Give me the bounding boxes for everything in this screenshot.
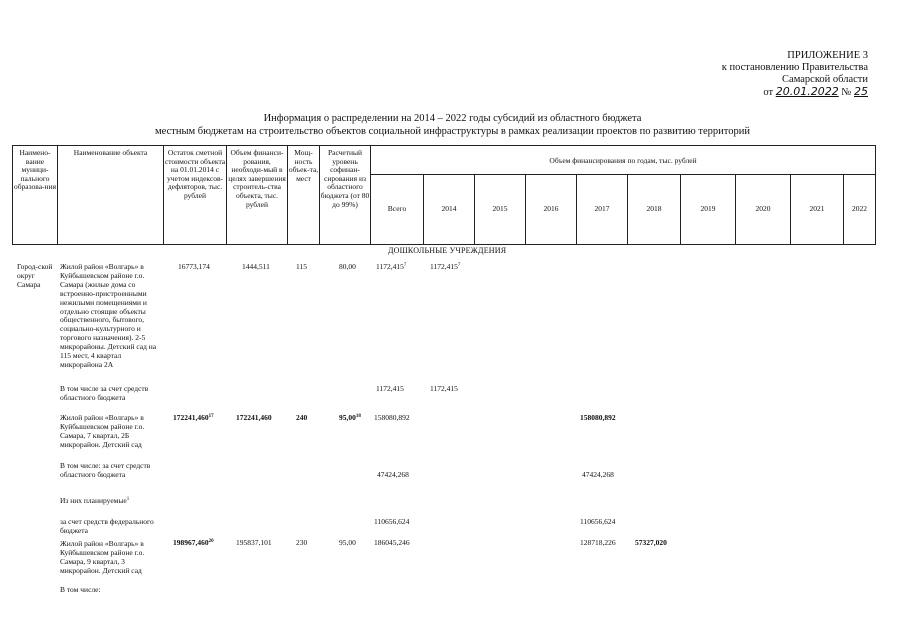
row1-total: 1172,415$^7$: [376, 262, 407, 271]
row3b-object-name: В том числе:: [60, 585, 101, 594]
header-year-2020: 2020: [755, 204, 771, 213]
number-label: №: [841, 87, 852, 98]
row1-remainder: 16773,174: [178, 262, 210, 271]
handwritten-number: 25: [854, 85, 868, 98]
handwritten-date: 20.01.2022: [775, 85, 839, 98]
row2c-object-name: Из них планируемые$^1$: [60, 496, 130, 505]
row3-remainder: 198967,460$^{20}$: [173, 538, 214, 547]
header-remainder: Остаток сметной стоимости объекта на 01.01.2014 с учетом индексов-дефляторов, тыс. рублей: [164, 148, 226, 200]
title-line2: местным бюджетам на строительство объектов социальной инфраструктуры в рамках реализации проектов по развитию территорий: [155, 126, 750, 137]
header-financing-volume: Объем финанси-рования, необходи-мый в целях завершения строитель-ства объекта, тыс. рублей: [228, 148, 286, 209]
row2-volume: 172241,460: [236, 413, 272, 422]
row2d-2017: 110656,624: [580, 517, 616, 526]
row3-total: 186045,246: [374, 538, 410, 547]
appendix-date-line: [722, 86, 868, 99]
municipality-name: Город-ской округ Самара: [17, 262, 53, 289]
header-object-name: Наименование объекта: [73, 148, 148, 157]
row2d-object-name: за счет средств федерального бюджета: [60, 517, 154, 535]
row2-cofinancing: 95,00$^{18}$: [339, 413, 361, 422]
row2-capacity: 240: [296, 413, 308, 422]
header-year-2019: 2019: [700, 204, 716, 213]
header-by-years: Объем финансирования по годам, тыс. рублей: [549, 156, 697, 165]
row2b-2017: 47424,268: [582, 470, 614, 479]
appendix-block: [722, 50, 868, 99]
row1-volume: 1444,511: [242, 262, 270, 271]
appendix-line3: Самарской области: [782, 74, 868, 85]
row2b-object-name: В том числе: за счет средств областного бюджета: [60, 461, 151, 479]
row2-remainder: 172241,460$^{17}$: [173, 413, 214, 422]
header-year-2021: 2021: [809, 204, 825, 213]
row2-2017: 158080,892: [580, 413, 616, 422]
row1-2014: 1172,415$^7$: [430, 262, 461, 271]
row3-cofinancing: 95,00: [339, 538, 356, 547]
row1b-total: 1172,415: [376, 384, 404, 393]
row3-object-name: Жилой район «Волгарь» в Куйбышевском районе г.о. Самара, 9 квартал, 3 микрорайон. Детский сад: [60, 539, 145, 575]
document-title: [0, 112, 905, 138]
row1-object-name: Жилой район «Волгарь» в Куйбышевском районе г.о. Самара (жилые дома со встроенно-пристроенными нежилыми помещениями и отдельно стоящие объекты общественного, бытового, социально-культурного и торгового назначения). 2-5 микрорайоны. Детский сад на 115 мест, 4 квартал микрорайона 2А: [60, 262, 157, 369]
header-year-2017: 2017: [594, 204, 610, 213]
header-year-2016: 2016: [543, 204, 559, 213]
row2-object-name: Жилой район «Волгарь» в Куйбышевском районе г.о. Самара, 7 квартал, 2Б микрорайон. Детский сад: [60, 413, 145, 449]
appendix-line2: к постановлению Правительства: [721, 62, 868, 73]
row3-2017: 128718,226: [580, 538, 616, 547]
row3-2018: 57327,020: [635, 538, 667, 547]
from-label: от: [763, 87, 774, 98]
header-municipality: Наимено-вание муници-пального образова-ния: [13, 148, 57, 192]
header-cofinancing: Расчетный уровень софинан-сирования из областного бюджета (от 80 до 99%): [320, 148, 370, 209]
header-year-2014: 2014: [441, 204, 457, 213]
header-total: Всего: [387, 204, 407, 213]
appendix-line1: ПРИЛОЖЕНИЕ 3: [787, 50, 868, 61]
row1b-2014: 1172,415: [430, 384, 458, 393]
header-year-2018: 2018: [646, 204, 662, 213]
row1-capacity: 115: [296, 262, 307, 271]
title-line1: Информация о распределении на 2014 – 2022 годы субсидий из областного бюджета: [263, 113, 642, 124]
header-year-2015: 2015: [492, 204, 508, 213]
header-year-2022: 2022: [852, 204, 867, 213]
row2d-total: 110656,624: [374, 517, 410, 526]
row3-capacity: 230: [296, 538, 308, 547]
row1-cofinancing: 80,00: [339, 262, 356, 271]
row3-volume: 195837,101: [236, 538, 272, 547]
section-heading: ДОШКОЛЬНЫЕ УЧРЕЖДЕНИЯ: [388, 246, 507, 255]
header-capacity: Мощ-ность объек-та, мест: [288, 148, 319, 183]
row1b-object-name: В том числе за счет средств областного бюджета: [60, 384, 149, 402]
row2-total: 158080,892: [374, 413, 410, 422]
row2b-total: 47424,268: [377, 470, 409, 479]
